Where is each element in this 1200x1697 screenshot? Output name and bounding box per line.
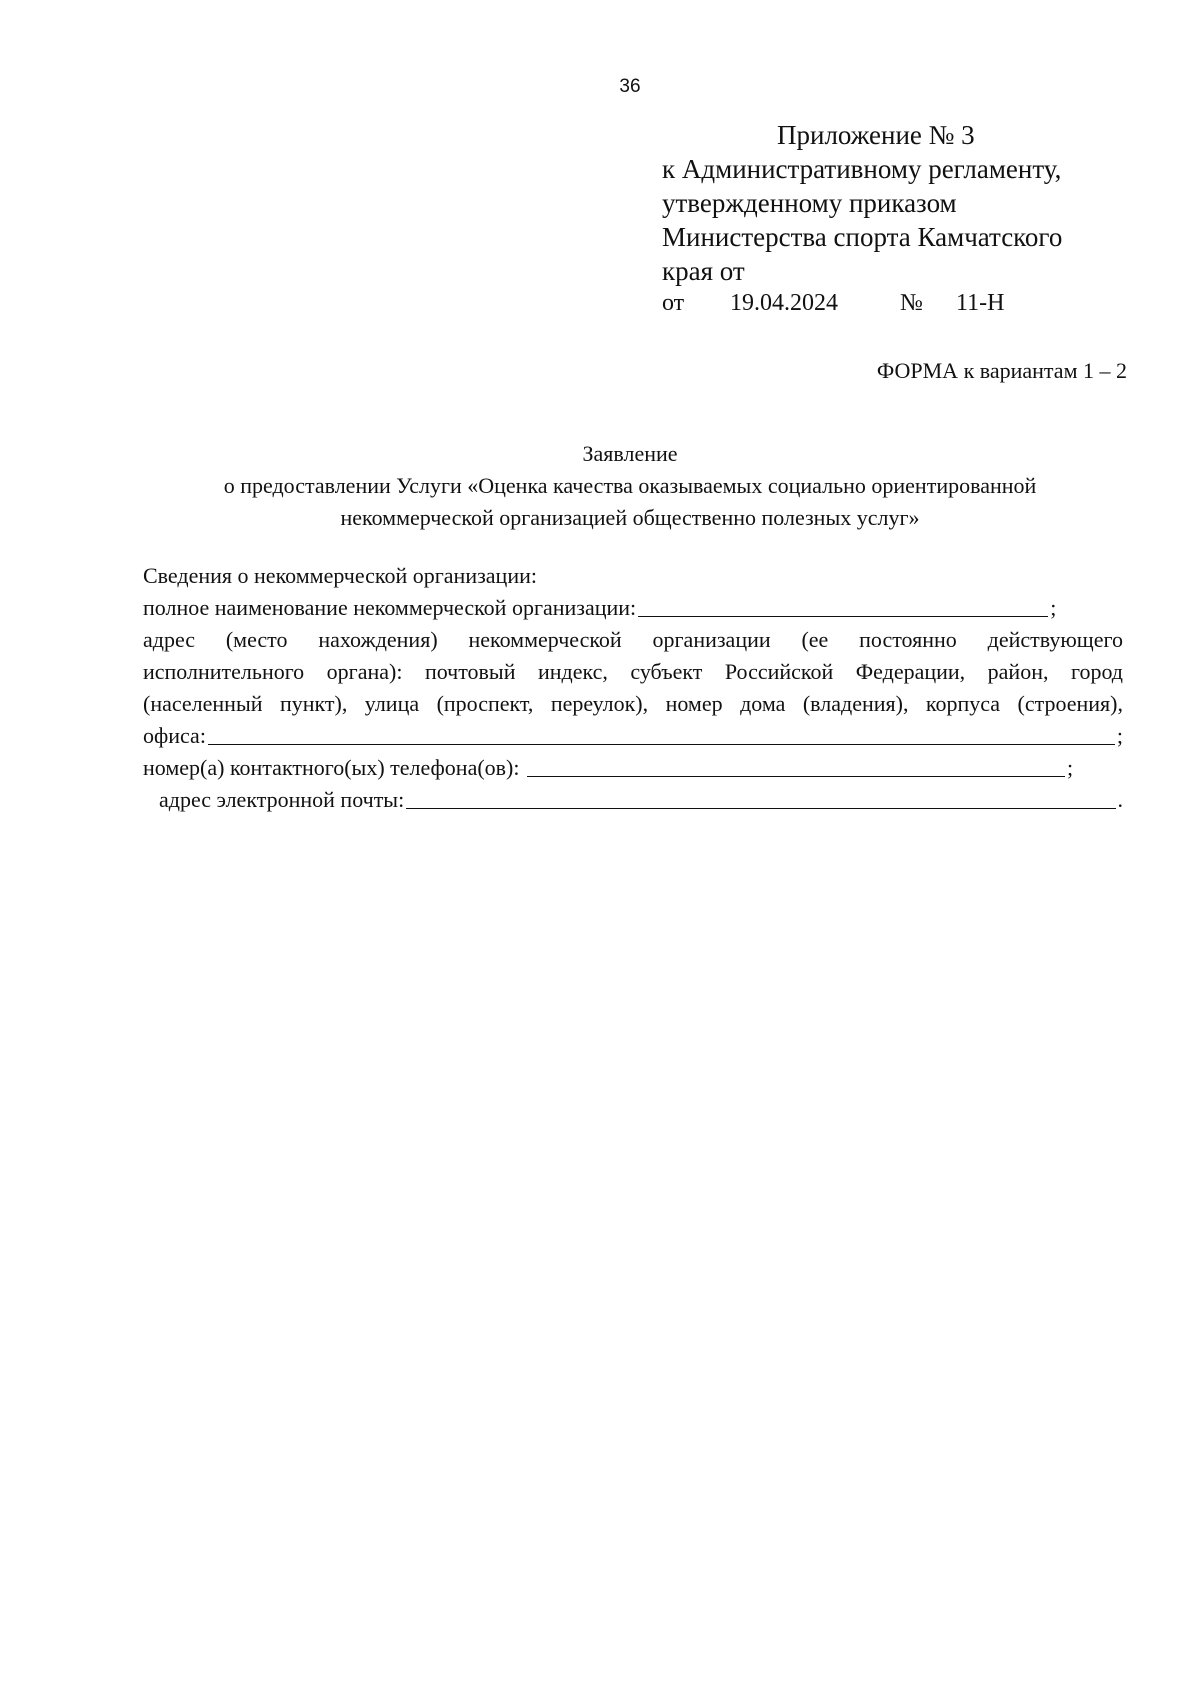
full-name-field[interactable] (638, 615, 1048, 617)
approval-date-row (662, 288, 1062, 318)
row-end-punct: ; (1116, 723, 1123, 748)
row-end-punct: ; (1050, 595, 1057, 620)
title-heading: Заявление (582, 441, 678, 466)
from-label: от (662, 290, 685, 316)
address-text: исполнительного органа): почтовый индекс, субъект Российской Федерации, район, город (143, 659, 1123, 684)
phone-field[interactable] (527, 775, 1065, 777)
phone-row (143, 752, 1123, 784)
approval-line: края от (662, 256, 745, 286)
document-title (0, 438, 1200, 534)
address-field[interactable] (208, 743, 1115, 745)
organization-info-form (143, 560, 1123, 816)
office-label: офиса: (143, 723, 206, 748)
phone-label: номер(а) контактного(ых) телефона(ов): (143, 755, 525, 780)
row-end-punct: . (1117, 787, 1123, 812)
form-variants-label: ФОРМА к вариантам 1 – 2 (876, 358, 1127, 383)
approval-date: 19.04.2024 (730, 290, 838, 316)
approval-number: 11-Н (956, 290, 1005, 316)
email-label: адрес электронной почты: (159, 787, 405, 812)
number-sign: № (900, 290, 923, 316)
section-label: Сведения о некоммерческой организации: (143, 563, 537, 588)
full-name-row (143, 592, 1123, 624)
office-row (143, 720, 1123, 752)
address-text: адрес (место нахождения) некоммерческой организации (ее постоянно действующего (143, 627, 1123, 652)
title-line: некоммерческой организацией общественно полезных услуг» (340, 505, 920, 530)
approval-line: Министерства спорта Камчатского (662, 222, 1063, 252)
annex-title: Приложение № 3 (777, 120, 975, 150)
address-text: (населенный пункт), улица (проспект, переулок), номер дома (владения), корпуса (строения), (143, 691, 1123, 716)
full-name-label: полное наименование некоммерческой организации: (143, 595, 637, 620)
page-number: 36 (619, 76, 641, 97)
title-line: о предоставлении Услуги «Оценка качества оказываемых социально ориентированной (223, 473, 1037, 498)
email-row (143, 784, 1123, 816)
approval-line: к Административному регламенту, (662, 154, 1062, 184)
row-end-punct: ; (1066, 755, 1074, 780)
approval-block (662, 118, 1062, 318)
email-field[interactable] (406, 807, 1115, 809)
approval-line: утвержденному приказом (662, 188, 957, 218)
